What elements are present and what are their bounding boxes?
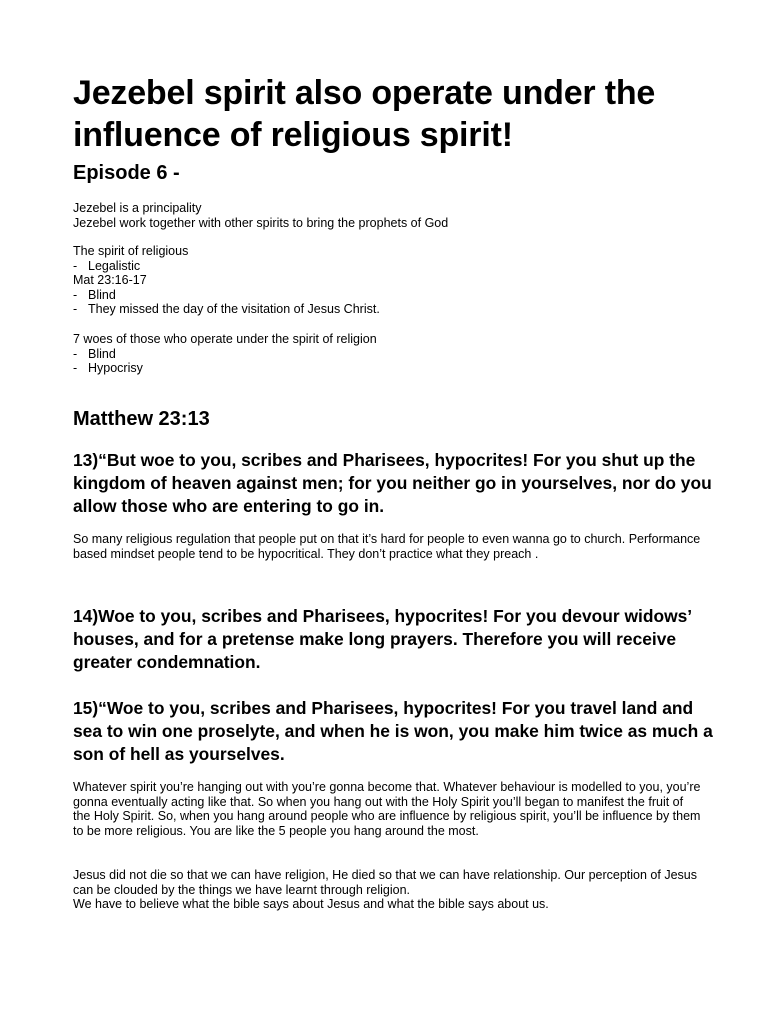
list-item-text: Blind	[88, 346, 116, 361]
section-heading: Matthew 23:13	[73, 408, 210, 430]
woes-heading: 7 woes of those who operate under the spirit of religion	[73, 332, 377, 346]
dash-marker: -	[73, 346, 78, 361]
list-item-text: Blind	[88, 287, 116, 302]
list-item-text: Hypocrisy	[88, 361, 143, 376]
commentary-13: So many religious regulation that people put on that it’s hard for people to even wanna go to church. Performance based mindset people tend to be hypocritical. They don’t practice what they preach .	[73, 532, 701, 561]
scripture-reference: Mat 23:16-17	[73, 273, 147, 288]
dash-marker: -	[73, 302, 78, 317]
closing-block	[73, 868, 703, 912]
list-item	[73, 302, 703, 317]
verse-15: 15)“Woe to you, scribes and Pharisees, hypocrites! For you travel land and sea to win one proselyte, and when he is won, you make him twice as much a son of hell as yourselves.	[73, 698, 713, 764]
list-item-text: They missed the day of the visitation of Jesus Christ.	[88, 302, 380, 317]
document-title: Jezebel spirit also operate under the influence of religious spirit!	[73, 74, 656, 154]
religious-spirit-block	[73, 244, 703, 317]
intro-block	[73, 201, 703, 230]
dash-marker: -	[73, 361, 78, 376]
intro-line: Jezebel is a principality	[73, 201, 202, 215]
list-item	[73, 288, 703, 303]
list-item	[73, 361, 703, 376]
verse-13: 13)“But woe to you, scribes and Pharisees, hypocrites! For you shut up the kingdom of heaven against men; for you neither go in yourselves, nor do you allow those who are entering to go in.	[73, 450, 712, 516]
dash-marker: -	[73, 287, 78, 302]
closing-paragraph: Jesus did not die so that we can have religion, He died so that we can have relationship. Our perception of Jesus can be clouded by the things we have learnt through religion.	[73, 868, 697, 897]
religious-heading: The spirit of religious	[73, 244, 189, 258]
list-item-text: Legalistic	[88, 258, 141, 273]
document-page	[73, 0, 713, 1024]
list-item	[73, 347, 703, 362]
closing-paragraph: We have to believe what the bible says about Jesus and what the bible says about us.	[73, 897, 549, 912]
intro-line: Jezebel work together with other spirits to bring the prophets of God	[73, 215, 449, 230]
verse-14: 14)Woe to you, scribes and Pharisees, hypocrites! For you devour widows’ houses, and for a pretense make long prayers. Therefore you will receive greater condemnation.	[73, 606, 692, 672]
episode-subtitle: Episode 6 -	[73, 162, 180, 184]
list-item	[73, 259, 703, 274]
dash-marker: -	[73, 258, 78, 273]
woes-block	[73, 332, 703, 376]
commentary-15: Whatever spirit you’re hanging out with you’re gonna become that. Whatever behaviour is modelled to you, you’re gonna eventually acting like that. So when you hang out with the Holy Spirit you’ll began to manifest the fruit of the Holy Spirit. So, when you hang around people who are influence by religious spirit, you’ll be influence by them to be more religious. You are like the 5 people you hang around the most.	[73, 780, 701, 838]
